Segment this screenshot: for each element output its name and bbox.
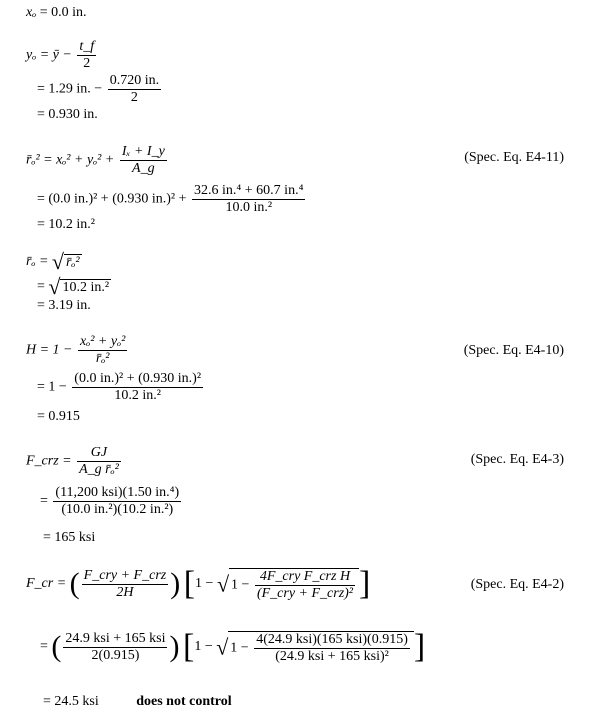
- ro2-sub-denominator: 10.0 in.²: [225, 200, 273, 215]
- fcrz-sub-fraction: [53, 486, 181, 517]
- h-substitution: = 1 −: [37, 379, 67, 395]
- ro-radicand: r̄ₒ²: [65, 255, 80, 270]
- ro2-numerator: Iₓ + I_y: [121, 144, 165, 159]
- xo-value: = 0.0 in.: [39, 5, 87, 20]
- fcr-equation-line2: = ( $\frac{\text{24.9 ksi + 165 ksi}}{2(0.915)}$ ) [1 − √ 1 − $\frac{\text{4(24.9 ksi)(165 ksi)(0.915)}}{\text{(24.9 ksi + 165 ksi)²}}$ ]: [40, 628, 426, 665]
- h-equation-line1: [26, 335, 129, 366]
- xo-equation: [26, 6, 87, 20]
- does-not-control-note: does not control: [136, 694, 232, 709]
- ro-sub-radical: [48, 276, 111, 298]
- fcrz-sub-numerator: (11,200 ksi)(1.50 in.⁴): [55, 485, 180, 500]
- fcrz-denominator: A_g r̄ₒ²: [79, 462, 119, 477]
- sqrt-symbol: √: [216, 634, 229, 659]
- fcr-radical: √ 1 − $\frac{\text{4F\_cry F\_crz H}}{\text{(F\_cry + F\_crz)²}}$: [217, 568, 359, 601]
- fcrz-numerator: GJ: [77, 446, 121, 462]
- ro2-substitution: = (0.0 in.)² + (0.930 in.)² +: [37, 191, 187, 207]
- h-result: = 0.915: [37, 409, 80, 424]
- fcrz-lhs: F_crz =: [26, 453, 72, 469]
- ro2-lhs: r̄ₒ² = xₒ² + yₒ² +: [26, 152, 115, 168]
- xo-lhs: xₒ: [26, 5, 37, 20]
- ro-equation-line2: [37, 276, 111, 298]
- yo-lhs: yₒ = ȳ −: [26, 47, 72, 63]
- ro-sub-radicand: 10.2 in.²: [62, 280, 110, 295]
- sqrt-symbol: √: [51, 249, 64, 274]
- ro2-equation-line2: [37, 184, 307, 215]
- ro2-sub-fraction: [192, 184, 305, 215]
- yo-equation-line1: [26, 40, 98, 71]
- fcrz-sub-denominator: (10.0 in.²)(10.2 in.²): [61, 502, 174, 517]
- fcr-denominator: 2H: [116, 584, 134, 600]
- fcr-sub-inner-numerator: 4(24.9 ksi)(165 ksi)(0.915): [256, 631, 408, 647]
- fcr-fraction: [82, 569, 169, 600]
- h-equation-line2: [37, 372, 205, 403]
- fcr-sub-inner-fraction: [254, 633, 410, 664]
- ro2-equation-line1: [26, 145, 169, 176]
- ro-radical: [52, 251, 82, 273]
- fcr-lhs: F_cr =: [26, 576, 67, 592]
- fcrz-equation-line2: [40, 486, 183, 517]
- ro-equals: =: [37, 279, 45, 295]
- fcrz-equation-line1: [26, 446, 123, 477]
- fcrz-equals: =: [40, 493, 48, 509]
- sqrt-symbol: √: [48, 274, 61, 299]
- ro-result: = 3.19 in.: [37, 298, 91, 313]
- h-sub-denominator: 10.2 in.²: [114, 388, 161, 403]
- yo-substitution: = 1.29 in. −: [37, 81, 103, 97]
- ro2-fraction: [120, 145, 167, 176]
- fcr-equals: =: [40, 639, 48, 655]
- fcr-numerator: F_cry + F_crz: [83, 567, 167, 583]
- h-numerator: xₒ² + yₒ²: [80, 334, 126, 349]
- fcr-sub-numerator: 24.9 ksi + 165 ksi: [65, 630, 166, 646]
- spec-ref-e4-11: (Spec. Eq. E4-11): [464, 150, 564, 165]
- h-sub-fraction: [72, 372, 203, 403]
- yo-denominator: 2: [83, 56, 91, 71]
- yo-numerator: t_f: [79, 39, 95, 54]
- ro2-denominator: A_g: [132, 161, 155, 176]
- yo-equation-line2: [37, 74, 163, 105]
- fcr-result-line: [43, 695, 232, 709]
- fcr-inner-fraction: [255, 570, 355, 601]
- h-lhs: H = 1 −: [26, 342, 73, 358]
- ro2-result: = 10.2 in.²: [37, 217, 95, 232]
- yo-sub-numerator: 0.720 in.: [109, 73, 160, 88]
- fcr-equation-line1: F_cr = ( $\frac{\text{F\_cry + F\_crz}}{2H}$ ) [1 − √ 1 − $\frac{\text{4F\_cry F\_crz H}}{\text{(F\_cry + F\_crz)²}}$ ]: [26, 565, 371, 602]
- fcrz-result: = 165 ksi: [43, 530, 96, 545]
- ro-equation-line1: [26, 251, 82, 273]
- fcr-result: = 24.5 ksi: [43, 694, 99, 709]
- fcr-sub-radical: √ 1 − $\frac{\text{4(24.9 ksi)(165 ksi)(0.915)}}{\text{(24.9 ksi + 165 ksi)²}}$: [216, 631, 414, 664]
- h-sub-numerator: (0.0 in.)² + (0.930 in.)²: [74, 371, 202, 386]
- yo-sub-denominator: 2: [130, 90, 138, 105]
- spec-ref-e4-2: (Spec. Eq. E4-2): [470, 577, 564, 592]
- sqrt-symbol: √: [216, 571, 230, 596]
- ro-lhs: r̄ₒ =: [26, 254, 49, 270]
- yo-sub-fraction: [108, 74, 161, 105]
- fcr-sub-fraction: [63, 632, 167, 663]
- yo-result: = 0.930 in.: [37, 107, 98, 122]
- fcr-sub-inner-denominator: (24.9 ksi + 165 ksi)²: [275, 648, 389, 664]
- fcr-sub-denominator: 2(0.915): [91, 647, 140, 663]
- h-fraction: [78, 335, 127, 366]
- fcr-inner-denominator: (F_cry + F_crz)²: [256, 585, 353, 601]
- spec-ref-e4-10: (Spec. Eq. E4-10): [463, 343, 564, 358]
- h-denominator: r̄ₒ²: [95, 351, 110, 366]
- spec-ref-e4-3: (Spec. Eq. E4-3): [470, 452, 564, 467]
- ro2-sub-numerator: 32.6 in.⁴ + 60.7 in.⁴: [194, 183, 304, 198]
- yo-fraction: [77, 40, 96, 71]
- fcrz-fraction: [77, 446, 121, 477]
- fcr-inner-numerator: 4F_cry F_crz H: [255, 570, 355, 586]
